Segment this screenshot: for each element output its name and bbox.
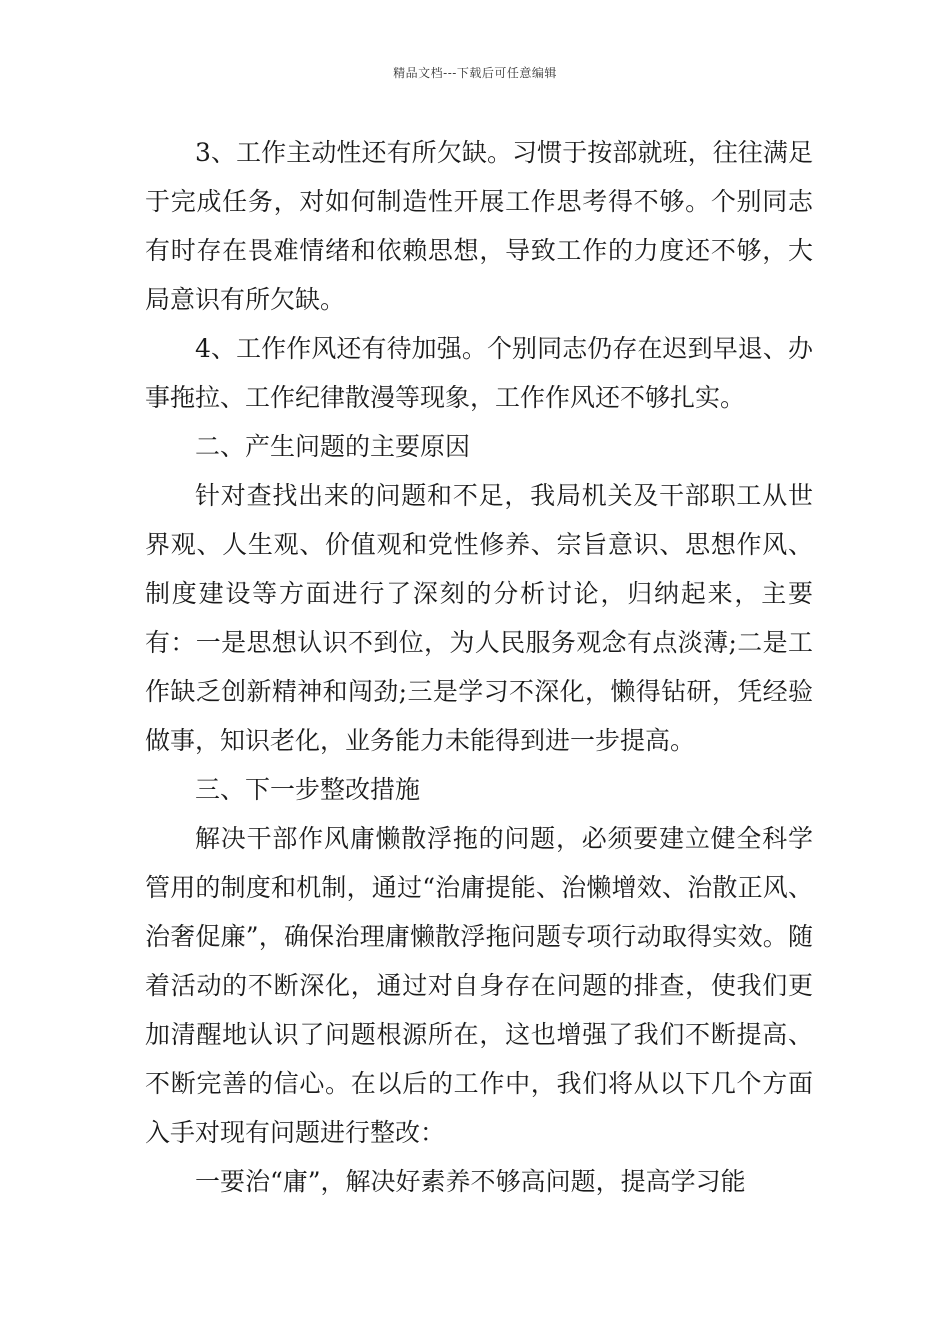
paragraph-first-measure: 一要治“庸”，解决好素养不够高问题，提高学习能 <box>195 1167 746 1196</box>
section-heading-causes: 二、产生问题的主要原因 <box>195 432 471 461</box>
document-body <box>145 128 813 1206</box>
paragraph-work-style: 4、工作作风还有待加强。个别同志仍存在迟到早退、办事拖拉、工作纪律散漫等现象，工作作风还不够扎实。 <box>145 334 813 412</box>
paragraph-causes: 针对查找出来的问题和不足，我局机关及干部职工从世界观、人生观、价值观和党性修养、宗旨意识、思想作风、制度建设等方面进行了深刻的分析讨论，归纳起来，主要有：一是思想认识不到位，为人民服务观念有点淡薄;二是工作缺乏创新精神和闯劲;三是学习不深化，懒得钻研，凭经验做事，知识老化，业务能力未能得到进一步提高。 <box>145 481 813 755</box>
paragraph-measures: 解决干部作风庸懒散浮拖的问题，必须要建立健全科学管用的制度和机制，通过“治庸提能、治懒增效、治散正风、治奢促廉”，确保治理庸懒散浮拖问题专项行动取得实效。随着活动的不断深化，通过对自身存在问题的排查，使我们更加清醒地认识了问题根源所在，这也增强了我们不断提高、不断完善的信心。在以后的工作中，我们将从以下几个方面入手对现有问题进行整改： <box>145 824 813 1147</box>
page-header: 精品文档---下载后可任意编辑 <box>393 66 557 80</box>
paragraph-work-initiative: 3、工作主动性还有所欠缺。习惯于按部就班，往往满足于完成任务，对如何制造性开展工作思考得不够。个别同志有时存在畏难情绪和依赖思想，导致工作的力度还不够，大局意识有所欠缺。 <box>145 138 813 314</box>
section-heading-measures: 三、下一步整改措施 <box>195 775 421 804</box>
